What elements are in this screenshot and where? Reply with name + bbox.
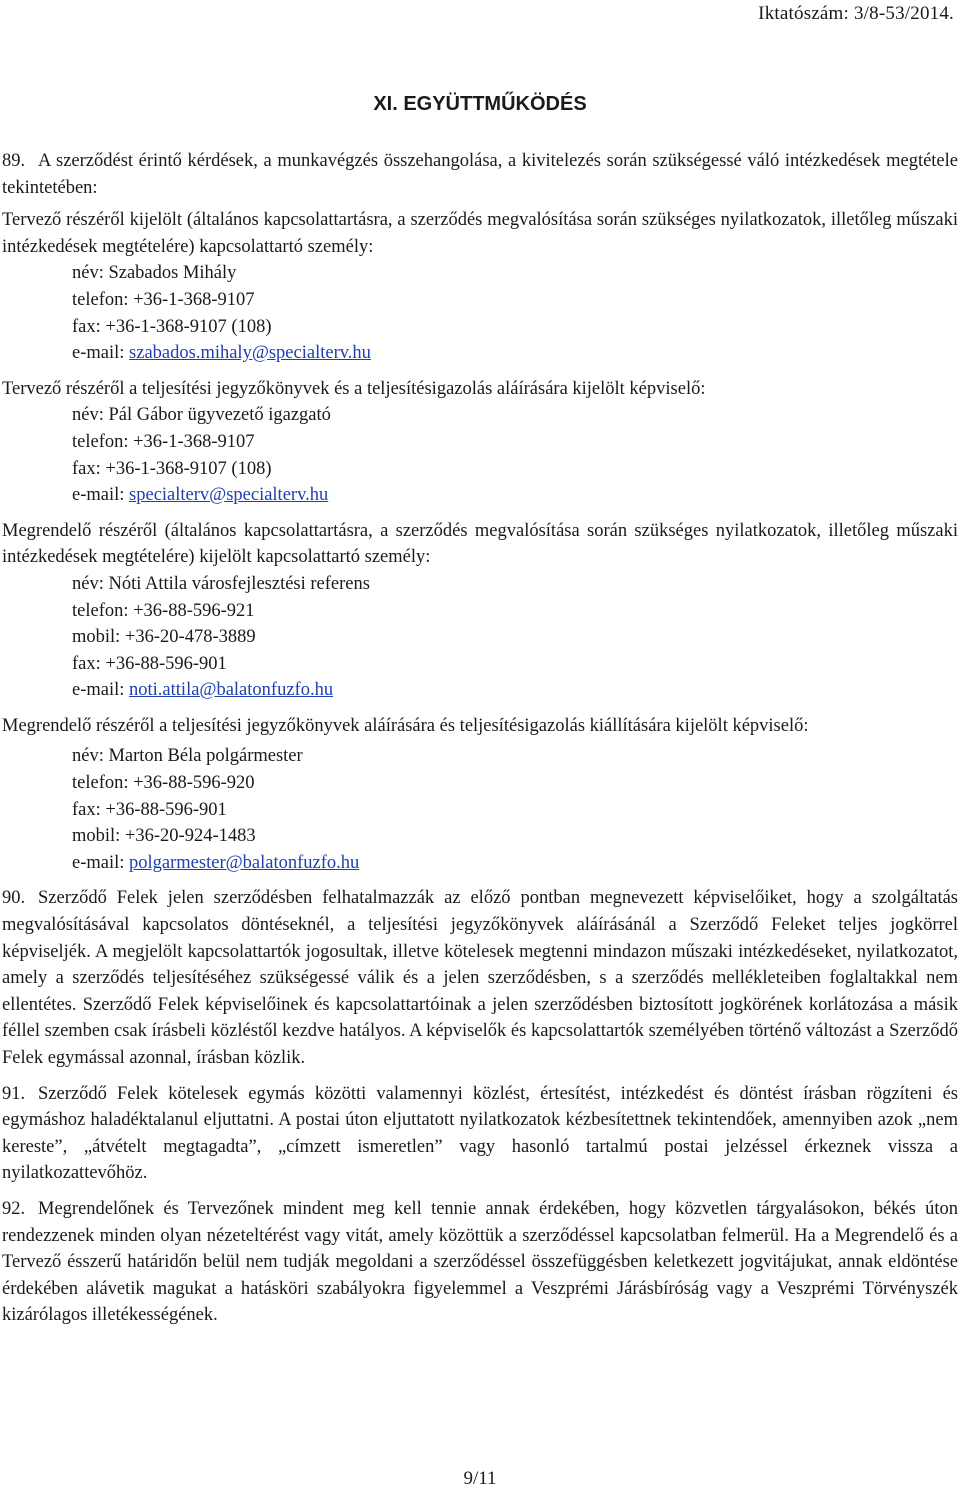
email-label: e-mail: [72,852,130,873]
paragraph-text: A szerződést érintő kérdések, a munkavégzés összehangolása, a kivitelezés során szükségessé váló intézkedések megtétele tekintetében: [2,151,958,198]
contact-mobile: mobil: +36-20-924-1483 [72,826,256,847]
contact-name: név: Marton Béla polgármester [72,746,303,767]
section-title: XI. EGYÜTTMŰKÖDÉS [373,93,587,115]
contact-block-client-general [2,571,958,704]
email-link[interactable]: noti.attila@balatonfuzfo.hu [129,680,334,701]
contact-name: név: Nóti Attila városfejlesztési referens [72,573,370,594]
email-label: e-mail: [72,680,130,701]
contact-phone: telefon: +36-1-368-9107 [72,289,255,310]
contact-intro-client-representative: Megrendelő részéről a teljesítési jegyzőkönyvek aláírására és teljesítésigazolás kiállítására kijelölt képviselő: [2,715,809,736]
contact-intro-designer-representative: Tervező részéről a teljesítési jegyzőkönyvek és a teljesítésigazolás aláírására kijelölt képviselő: [2,378,706,399]
contact-intro-client-general: Megrendelő részéről (általános kapcsolattartásra, a szerződés megvalósítása során szükséges nyilatkozatok, illetőleg műszaki intézkedések megtételére) kijelölt kapcsolattartó személy: [2,520,958,568]
contact-block-client-representative [2,743,958,876]
paragraph-90 [2,885,958,1071]
paragraph-text: Szerződő Felek jelen szerződésben felhatalmazzák az előző pontban megnevezett képviselőiket, hogy a szolgáltatás megvalósításával kapcsolatos döntéseknél, a teljesítési jegyzőkönyvek aláírásánál a Szerződő Feleket teljes jogkörrel képviseljék. A megjelölt kapcsolattartók jogosultak, illetve kötelesek megtenni mindazon műszaki intézkedéseket, nyilatkozatot, amely a szerződés teljesítéséhez szükségessé válik és a jelen szerződésben, s a szerződés mellékleteiben foglaltakkal nem ellentétes. Szerződő Felek képviselőinek és kapcsolattartóinak a jelen szerződésben biztosított jogkörének korlátozása a másik féllel szemben csak írásbeli közléstől kezdve hatályos. A képviselők és kapcsolattartók személyében történő változást a Szerződő Felek egymással azonnal, írásban közlik. [2,888,958,1068]
contact-block-designer-representative [2,402,958,508]
paragraph-89 [2,148,958,201]
paragraph-91 [2,1081,958,1187]
paragraph-number: 92. [2,1198,26,1219]
contact-mobile: mobil: +36-20-478-3889 [72,627,256,648]
contact-email-line [72,850,958,877]
contact-email-line [72,340,958,367]
contact-block-designer-general [2,260,958,366]
reference-number: Iktatószám: 3/8-53/2014. [758,3,954,24]
email-link[interactable]: szabados.mihaly@specialterv.hu [129,343,371,364]
document-body [2,148,958,1329]
contact-fax: fax: +36-88-596-901 [72,799,227,820]
paragraph-text: Szerződő Felek kötelesek egymás közötti valamennyi közlést, értesítést, intézkedést és döntést írásban rögzíteni és egymáshoz haladéktalanul eljuttatni. A postai úton eljuttatott nyilatkozatok kézbesítettnek tekintendőek, amennyiben azok „nem kereste”, „átvételt megtagadta”, „címzett ismeretlen” vagy hasonló tartalmú postai jelzéssel érkeznek vissza a nyilatkozattevőhöz. [2,1083,958,1184]
email-link[interactable]: specialterv@specialterv.hu [129,485,329,506]
contact-name: név: Szabados Mihály [72,263,237,284]
email-link[interactable]: polgarmester@balatonfuzfo.hu [129,852,360,873]
contact-name: név: Pál Gábor ügyvezető igazgató [72,405,331,426]
paragraph-text: Megrendelőnek és Tervezőnek mindent meg kell tennie annak érdekében, hogy közvetlen tárgyalásokon, békés úton rendezzenek minden olyan nézeteltérést vagy vitát, amely közöttük a szerződéssel kapcsolatban felmerül. Ha a Megrendelő és a Tervező ésszerű határidőn belül nem tudják megoldani a szerződéssel összefüggésben keletkezett jogvitájukat, annak eldöntése érdekében alávetik magukat a hatásköri szabályokra figyelemmel a Veszprémi Járásbíróság vagy a Veszprémi Törvényszék kizárólagos illetékességének. [2,1198,958,1326]
paragraph-number: 89. [2,151,26,171]
contact-fax: fax: +36-1-368-9107 (108) [72,316,272,337]
page-number: 9/11 [463,1468,497,1489]
contact-phone: telefon: +36-1-368-9107 [72,431,255,452]
paragraph-92 [2,1196,958,1329]
contact-phone: telefon: +36-88-596-921 [72,600,255,621]
contact-phone: telefon: +36-88-596-920 [72,773,255,794]
contact-email-line [72,482,958,509]
contact-fax: fax: +36-1-368-9107 (108) [72,458,272,479]
email-label: e-mail: [72,485,130,506]
paragraph-number: 91. [2,1083,26,1104]
email-label: e-mail: [72,343,130,364]
contact-email-line [72,677,958,704]
contact-fax: fax: +36-88-596-901 [72,653,227,674]
contact-intro-designer-general: Tervező részéről kijelölt (általános kapcsolattartásra, a szerződés megvalósítása során szükséges nyilatkozatok, illetőleg műszaki intézkedések megtételére) kapcsolattartó személy: [2,210,958,257]
paragraph-number: 90. [2,888,26,909]
